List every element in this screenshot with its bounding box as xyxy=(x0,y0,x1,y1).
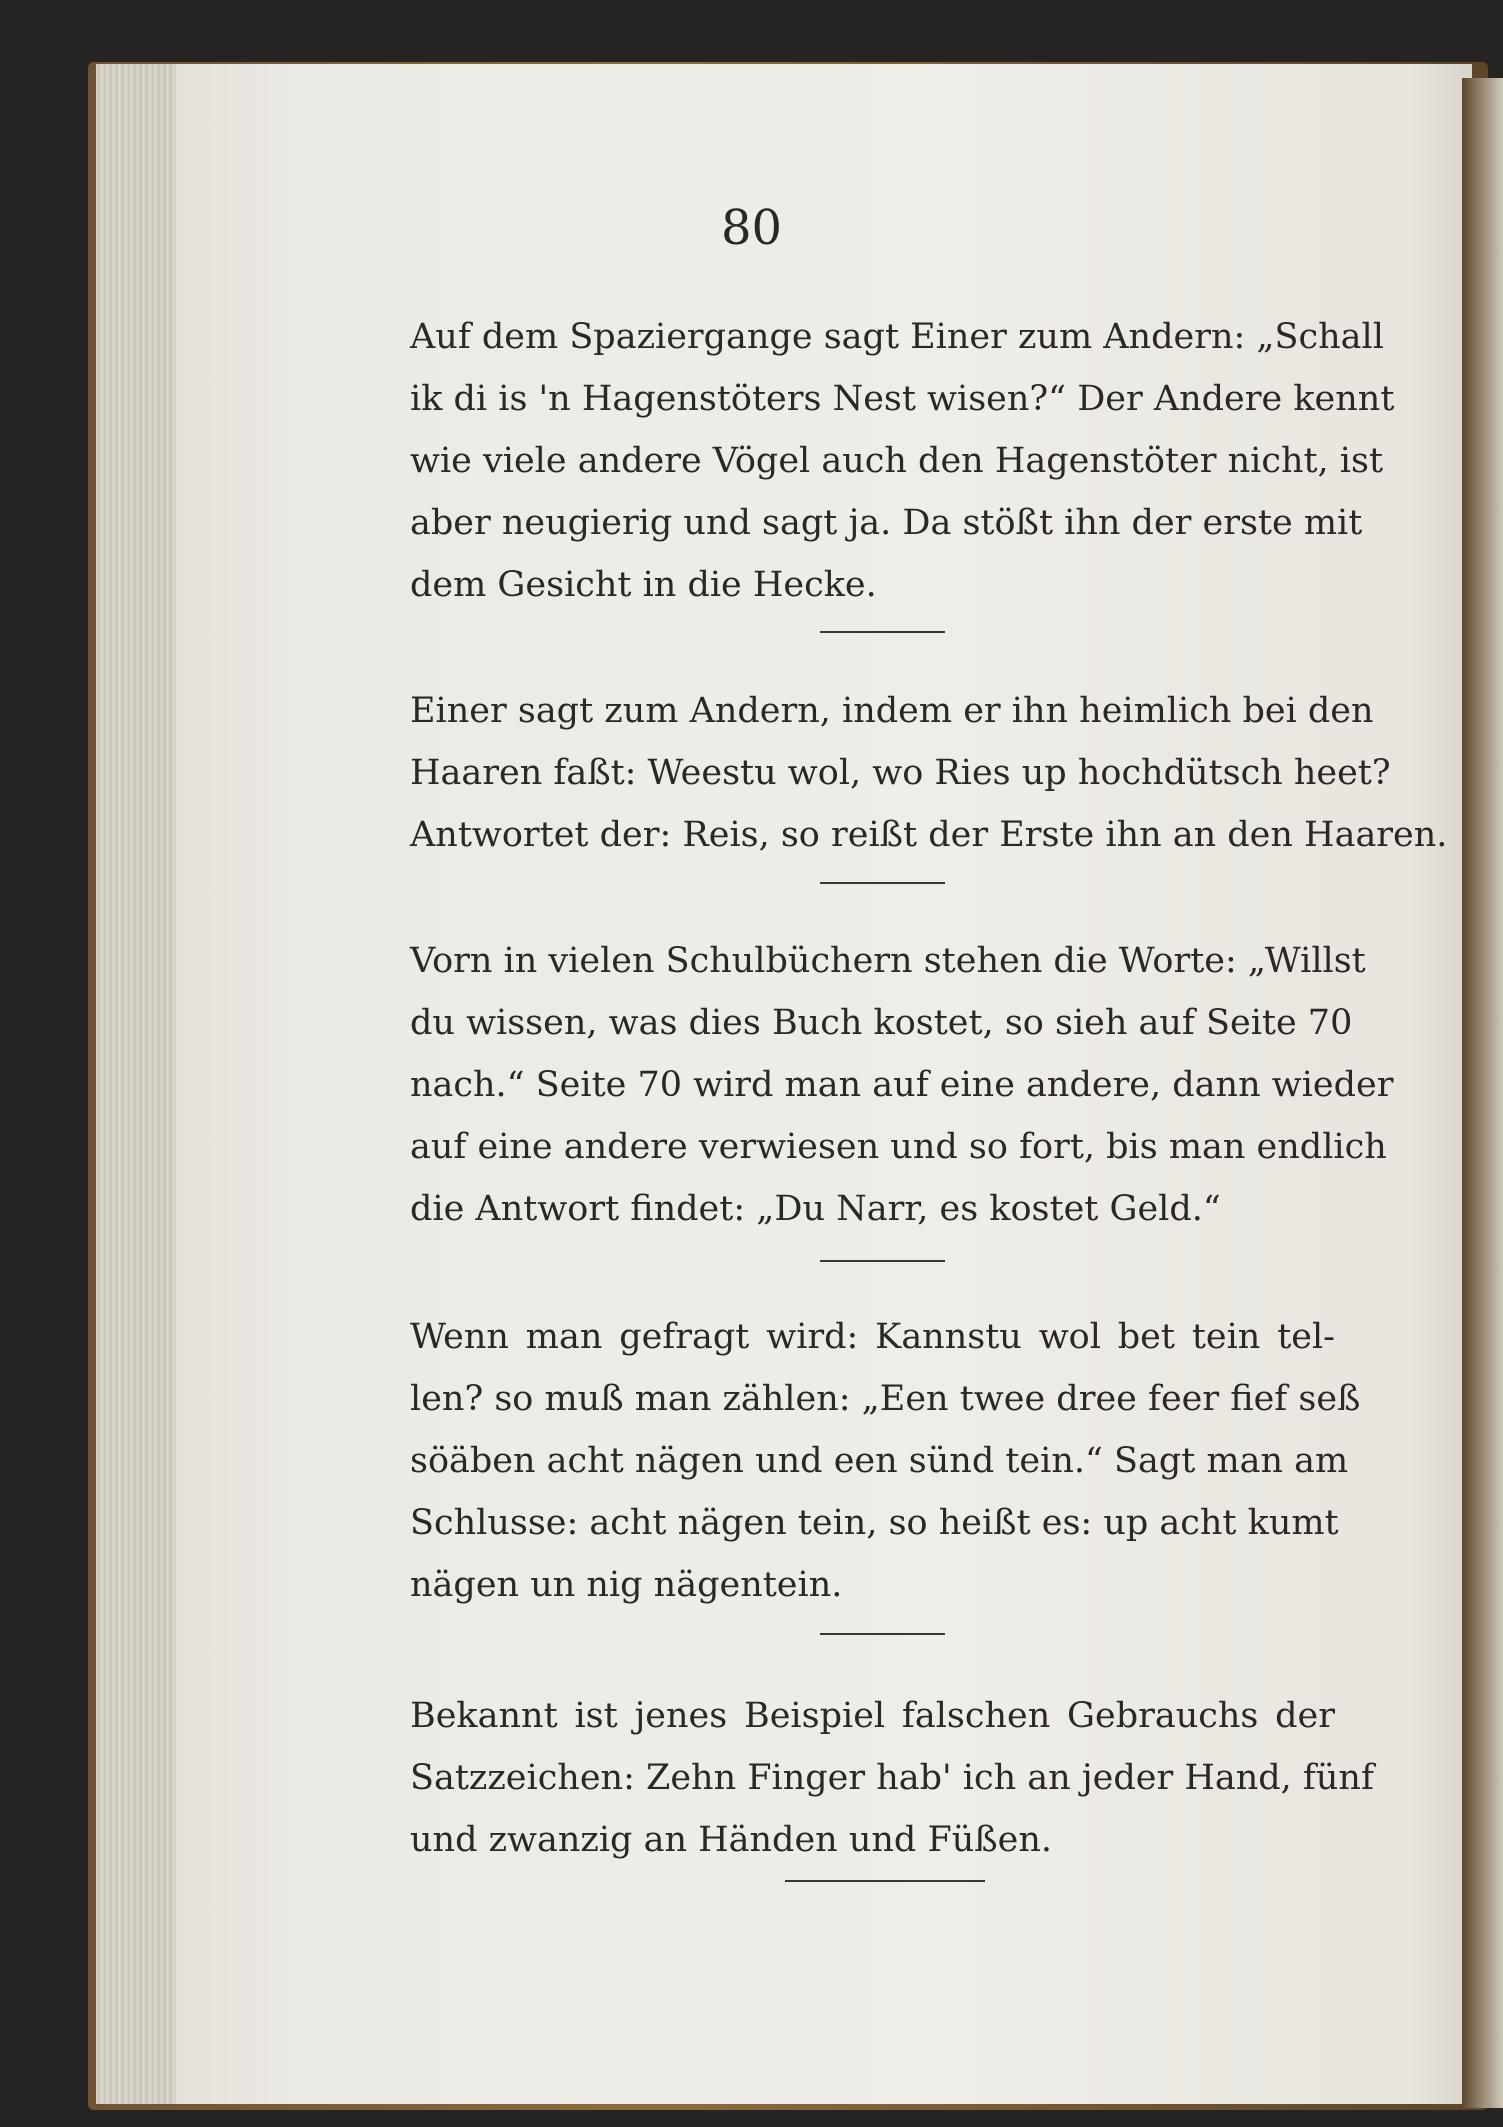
text-line: dem Gesicht in die Hecke. xyxy=(410,565,877,605)
text-line: Satzzeichen: Zehn Finger hab' ich an jeder Hand, fünf xyxy=(410,1758,1374,1798)
section-divider xyxy=(820,1260,945,1262)
page-number: 80 xyxy=(720,200,783,256)
text-line: len? so muß man zählen: „Een twee dree feer fief seß xyxy=(410,1379,1361,1419)
text-line: Haaren faßt: Weestu wol, wo Ries up hochdütsch heet? xyxy=(410,753,1391,793)
text-line: Einer sagt zum Andern, indem er ihn heimlich bei den xyxy=(410,691,1374,731)
text-line: nägen un nig nägentein. xyxy=(410,1565,843,1605)
text-line: aber neugierig und sagt ja. Da stößt ihn der erste mit xyxy=(410,503,1363,543)
text-line: nach.“ Seite 70 wird man auf eine andere, dann wieder xyxy=(410,1065,1394,1105)
text-line: Antwortet der: Reis, so reißt der Erste ihn an den Haaren. xyxy=(410,815,1448,855)
section-divider xyxy=(820,882,945,884)
text-line: und zwanzig an Händen und Füßen. xyxy=(410,1820,1053,1860)
text-line: Wenn man gefragt wird: Kannstu wol bet tein tel- xyxy=(410,1317,1335,1357)
paragraph-4 xyxy=(410,1306,1361,1616)
paragraph-2 xyxy=(410,680,1448,866)
text-line: Vorn in vielen Schulbüchern stehen die Worte: „Willst xyxy=(410,941,1366,981)
page-stack-edge xyxy=(96,64,186,2104)
end-divider xyxy=(785,1880,985,1882)
paragraph-5 xyxy=(410,1685,1374,1871)
text-line: die Antwort findet: „Du Narr, es kostet Geld.“ xyxy=(410,1189,1221,1229)
paragraph-1 xyxy=(410,306,1395,616)
text-line: wie viele andere Vögel auch den Hagenstöter nicht, ist xyxy=(410,441,1384,481)
section-divider xyxy=(820,631,945,633)
text-line: du wissen, was dies Buch kostet, so sieh auf Seite 70 xyxy=(410,1003,1353,1043)
text-line: Auf dem Spaziergange sagt Einer zum Andern: „Schall xyxy=(410,317,1384,357)
text-line: ik di is 'n Hagenstöters Nest wisen?“ Der Andere kennt xyxy=(410,379,1395,419)
paragraph-3 xyxy=(410,930,1394,1240)
next-page-edge xyxy=(1462,78,1503,2108)
text-line: Schlusse: acht nägen tein, so heißt es: up acht kumt xyxy=(410,1503,1339,1543)
text-line: auf eine andere verwiesen und so fort, bis man endlich xyxy=(410,1127,1387,1167)
text-line: Bekannt ist jenes Beispiel falschen Gebrauchs der xyxy=(410,1696,1335,1736)
section-divider xyxy=(820,1633,945,1635)
text-line: söäben acht nägen und een sünd tein.“ Sagt man am xyxy=(410,1441,1349,1481)
